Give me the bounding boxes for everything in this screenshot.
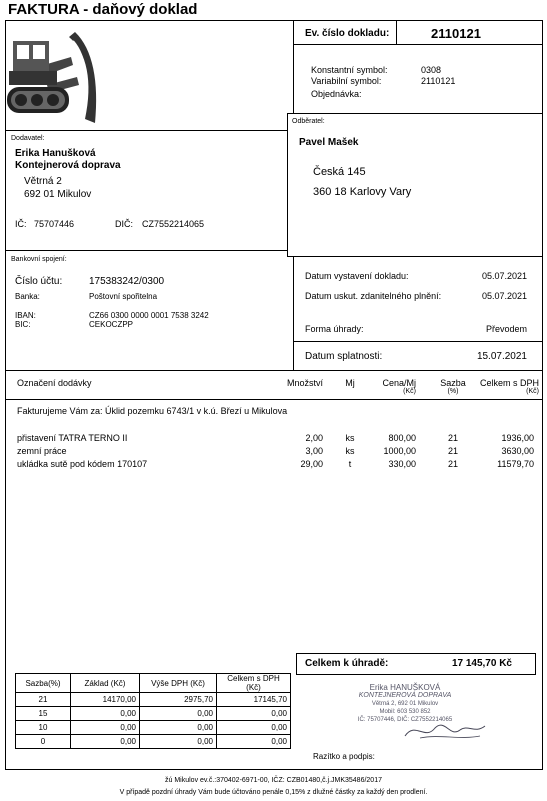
- supplier-dic: CZ7552214065: [142, 219, 205, 229]
- supplier-dic-label: DIČ:: [115, 219, 133, 229]
- customer-city: 360 18 Karlovy Vary: [313, 186, 412, 198]
- vat-cell: 0,00: [217, 707, 291, 721]
- vat-cell: 0,00: [140, 721, 217, 735]
- payment-method: Převodem: [485, 324, 527, 334]
- bic: CEKOCZPP: [89, 320, 134, 329]
- customer-street: Česká 145: [313, 166, 366, 178]
- due-date-label: Datum splatnosti:: [305, 351, 383, 362]
- item-unit: ks: [345, 446, 355, 456]
- item-price: 330,00: [388, 459, 416, 469]
- divider: [293, 20, 294, 113]
- vat-cell: 10: [16, 721, 71, 735]
- table-row: [0, 459, 547, 471]
- vat-cell: 0,00: [71, 707, 140, 721]
- divider: [5, 130, 287, 131]
- doc-number-label: Ev. číslo dokladu:: [305, 28, 390, 39]
- vat-cell: 0,00: [71, 735, 140, 749]
- item-unit: ks: [345, 433, 355, 443]
- stamp-line: Mobil: 603 530 852: [379, 709, 431, 715]
- divider: [293, 257, 294, 370]
- vat-cell: 0,00: [71, 721, 140, 735]
- item-qty: 29,00: [300, 459, 323, 469]
- col-total: Celkem s DPH: [479, 378, 539, 388]
- vat-cell: 2975,70: [140, 693, 217, 707]
- vat-cell: 15: [16, 707, 71, 721]
- stamp-line: IČ: 75707446, DIČ: CZ7552214065: [357, 717, 453, 723]
- divider: [294, 44, 396, 45]
- divider: [5, 370, 543, 371]
- stamp-label: Razítko a podpis:: [313, 752, 375, 761]
- bic-label: BIC:: [15, 320, 31, 329]
- vat-cell: 0,00: [140, 735, 217, 749]
- payment-label: Forma úhrady:: [305, 324, 364, 334]
- customer-box: [287, 113, 543, 257]
- var-value: 2110121: [421, 76, 456, 86]
- item-total: 1936,00: [501, 433, 534, 443]
- col-rate: Sazba: [440, 378, 466, 388]
- vat-cell: 14170,00: [71, 693, 140, 707]
- item-rate: 21: [447, 446, 458, 456]
- footer-penalty-note: V případě pozdní úhrady Vám bude účtováno penále 0,15% z dlužné částky za každý den prodlení.: [119, 789, 428, 796]
- stamp-line: Erika HANUŠKOVÁ: [369, 683, 441, 692]
- customer-label: Odběratel:: [292, 118, 325, 125]
- supplier-ic-label: IČ:: [15, 219, 27, 229]
- supplier-street: Větrná 2: [24, 176, 62, 187]
- item-desc: ukládka sutě pod kódem 170107: [17, 459, 148, 469]
- stamp-line: KONTEJNEROVÁ DOPRAVA: [358, 692, 452, 699]
- account-label: Číslo účtu:: [15, 276, 63, 287]
- footer-registration: žú Mikulov ev.č.:370402-6971-00, IČZ: CZB01480,č.j.JMK35486/2017: [165, 777, 382, 784]
- order-label: Objednávka:: [311, 89, 362, 99]
- var-label: Variabilní symbol:: [311, 76, 382, 86]
- vat-cell: 0,00: [140, 707, 217, 721]
- vat-cell: 0,00: [217, 735, 291, 749]
- item-unit: t: [348, 459, 352, 469]
- supplier-name: Erika Hanušková: [15, 148, 96, 159]
- bulldozer-icon: [7, 27, 99, 125]
- bank-name-label: Banka:: [15, 292, 40, 301]
- vat-header: Základ (Kč): [71, 674, 140, 693]
- divider: [5, 399, 543, 400]
- taxable-date: 05.07.2021: [481, 291, 527, 301]
- table-row: [16, 721, 291, 735]
- table-row: [16, 693, 291, 707]
- supplier-city: 692 01 Mikulov: [24, 189, 92, 200]
- table-row: [16, 707, 291, 721]
- bank-name: Poštovní spořitelna: [89, 292, 158, 301]
- vat-cell: 0: [16, 735, 71, 749]
- table-row: [16, 674, 291, 693]
- iban-label: IBAN:: [15, 311, 36, 320]
- taxable-date-label: Datum uskut. zdanitelného plnění:: [305, 291, 442, 301]
- col-total-unit: (Kč): [526, 388, 539, 395]
- stamp-line: Větrná 2, 692 01 Mikulov: [371, 701, 439, 707]
- col-price: Cena/Mj: [382, 378, 416, 388]
- iban: CZ66 0300 0000 0001 7538 3242: [89, 311, 209, 320]
- supplier-name2: Kontejnerová doprava: [15, 160, 121, 171]
- invoice-intro: Fakturujeme Vám za: Úklid pozemku 6743/1 v k.ú. Březí u Mikulova: [17, 406, 288, 416]
- vat-cell: 17145,70: [217, 693, 291, 707]
- item-price: 800,00: [388, 433, 416, 443]
- vat-header: Výše DPH (Kč): [140, 674, 217, 693]
- total-value: 17 145,70 Kč: [451, 658, 512, 669]
- bank-label: Bankovní spojení:: [11, 256, 67, 263]
- table-row: [0, 446, 547, 458]
- issue-date: 05.07.2021: [481, 271, 527, 281]
- page-title: FAKTURA - daňový doklad: [8, 1, 198, 18]
- col-desc: Označení dodávky: [17, 378, 92, 388]
- supplier-ic: 75707446: [34, 219, 75, 229]
- item-rate: 21: [447, 433, 458, 443]
- col-qty: Množství: [286, 378, 323, 388]
- col-price-unit: (Kč): [403, 388, 416, 395]
- item-total: 11579,70: [497, 459, 534, 469]
- col-rate-unit: (%): [447, 388, 459, 395]
- item-desc: zemní práce: [17, 446, 67, 456]
- col-unit: Mj: [345, 378, 355, 388]
- vat-summary-table: [15, 673, 291, 749]
- customer-name: Pavel Mašek: [299, 137, 359, 148]
- item-desc: přistavení TATRA TERNO II: [17, 433, 128, 443]
- item-qty: 3,00: [305, 446, 323, 456]
- vat-cell: 21: [16, 693, 71, 707]
- table-row: [0, 433, 547, 445]
- vat-header: Celkem s DPH (Kč): [217, 674, 291, 693]
- due-date: 15.07.2021: [476, 351, 527, 362]
- account-number: 175383242/0300: [89, 276, 165, 287]
- item-total: 3630,00: [501, 446, 534, 456]
- bulldozer-logo: [7, 27, 99, 125]
- konst-value: 0308: [421, 65, 442, 75]
- table-row: [16, 735, 291, 749]
- signature-icon: [400, 716, 490, 746]
- vat-header: Sazba(%): [16, 674, 71, 693]
- divider: [294, 341, 543, 342]
- doc-number: 2110121: [431, 26, 481, 41]
- konst-label: Konstantní symbol:: [311, 65, 388, 75]
- vat-cell: 0,00: [217, 721, 291, 735]
- issue-date-label: Datum vystavení dokladu:: [305, 271, 409, 281]
- item-rate: 21: [447, 459, 458, 469]
- supplier-label: Dodavatel:: [11, 135, 45, 142]
- item-price: 1000,00: [383, 446, 416, 456]
- total-label: Celkem k úhradě:: [305, 658, 389, 669]
- item-qty: 2,00: [305, 433, 323, 443]
- divider: [5, 250, 287, 251]
